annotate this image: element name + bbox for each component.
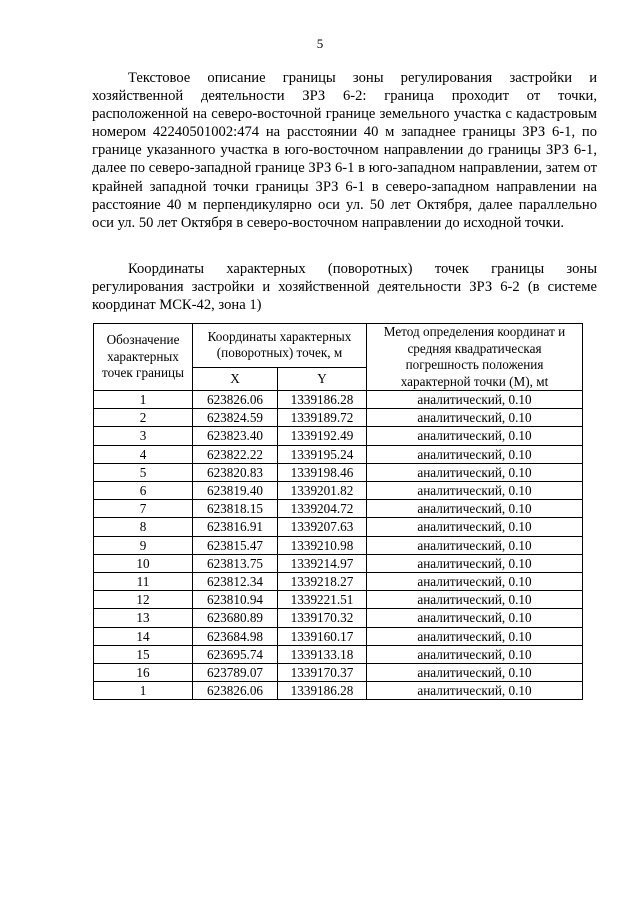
table-row [94,573,583,591]
y-coordinate-cell: 1339214.97 [278,554,367,572]
point-number-cell: 1 [94,391,193,409]
point-number-cell: 3 [94,427,193,445]
y-coordinate-cell: 1339192.49 [278,427,367,445]
x-coordinate-cell: 623810.94 [193,591,278,609]
y-coordinate-cell: 1339170.37 [278,664,367,682]
x-coordinate-cell: 623789.07 [193,664,278,682]
point-number-cell: 15 [94,645,193,663]
coordinates-intro-text: Координаты характерных (поворотных) точек границы зоны регулирования застройки и хозяйственной деятельности ЗРЗ 6-2 (в системе координат МСК-42, зона 1) [92,261,597,314]
y-coordinate-cell: 1339221.51 [278,591,367,609]
method-cell: аналитический, 0.10 [367,500,583,518]
x-coordinate-cell: 623684.98 [193,627,278,645]
point-number-cell: 1 [94,682,193,700]
point-number-cell: 7 [94,500,193,518]
header-coordinates: Координаты характерных (поворотных) точек, м [193,324,367,368]
header-x: X [193,367,278,390]
point-number-cell: 12 [94,591,193,609]
x-coordinate-cell: 623680.89 [193,609,278,627]
y-coordinate-cell: 1339189.72 [278,409,367,427]
method-cell: аналитический, 0.10 [367,518,583,536]
method-cell: аналитический, 0.10 [367,609,583,627]
method-cell: аналитический, 0.10 [367,591,583,609]
x-coordinate-cell: 623813.75 [193,554,278,572]
point-number-cell: 5 [94,463,193,481]
x-coordinate-cell: 623826.06 [193,391,278,409]
method-cell: аналитический, 0.10 [367,536,583,554]
method-cell: аналитический, 0.10 [367,409,583,427]
y-coordinate-cell: 1339133.18 [278,645,367,663]
y-coordinate-cell: 1339207.63 [278,518,367,536]
table-row [94,645,583,663]
table-row [94,409,583,427]
x-coordinate-cell: 623824.59 [193,409,278,427]
point-number-cell: 9 [94,536,193,554]
table-row [94,664,583,682]
method-cell: аналитический, 0.10 [367,554,583,572]
y-coordinate-cell: 1339210.98 [278,536,367,554]
table-row [94,463,583,481]
table-row [94,591,583,609]
y-coordinate-cell: 1339204.72 [278,500,367,518]
y-coordinate-cell: 1339218.27 [278,573,367,591]
table-row [94,391,583,409]
point-number-cell: 6 [94,482,193,500]
x-coordinate-cell: 623815.47 [193,536,278,554]
method-cell: аналитический, 0.10 [367,391,583,409]
table-row [94,627,583,645]
table-row [94,500,583,518]
method-cell: аналитический, 0.10 [367,627,583,645]
point-number-cell: 8 [94,518,193,536]
page-number: 5 [316,36,324,51]
table-row [94,427,583,445]
table-row [94,609,583,627]
method-cell: аналитический, 0.10 [367,573,583,591]
point-number-cell: 14 [94,627,193,645]
x-coordinate-cell: 623823.40 [193,427,278,445]
point-number-cell: 16 [94,664,193,682]
x-coordinate-cell: 623826.06 [193,682,278,700]
x-coordinate-cell: 623819.40 [193,482,278,500]
method-cell: аналитический, 0.10 [367,682,583,700]
table-row [94,554,583,572]
x-coordinate-cell: 623695.74 [193,645,278,663]
x-coordinate-cell: 623822.22 [193,445,278,463]
y-coordinate-cell: 1339170.32 [278,609,367,627]
method-cell: аналитический, 0.10 [367,463,583,481]
coordinates-intro-paragraph [92,260,597,314]
x-coordinate-cell: 623818.15 [193,500,278,518]
table-row [94,682,583,700]
boundary-description-text: Текстовое описание границы зоны регулирования застройки и хозяйственной деятельности ЗРЗ 6-2: граница проходит от точки, расположенной на северо-восточной границе земельного участка с кадастровым номером 42240501002:474 на расстоянии 40 м западнее границы ЗРЗ 6-1, по границе указанного участка в юго-восточном направлении до границы ЗРЗ 6-1, далее по северо-западной границе ЗРЗ 6-1 в юго-западном направлении, затем от крайней западной точки границы ЗРЗ 6-1 в северо-западном направлении на расстояние 40 м перпендикулярно оси ул. 50 лет Октября, далее параллельно оси ул. 50 лет Октября в северо-восточном направлении до исходной точки. [92,70,597,231]
method-cell: аналитический, 0.10 [367,427,583,445]
boundary-description-paragraph [92,69,597,232]
point-number-cell: 4 [94,445,193,463]
y-coordinate-cell: 1339160.17 [278,627,367,645]
point-number-cell: 11 [94,573,193,591]
point-number-cell: 10 [94,554,193,572]
table-row [94,445,583,463]
table-row [94,482,583,500]
method-cell: аналитический, 0.10 [367,645,583,663]
header-method: Метод определения координат и средняя квадратическая погрешность положения характерной точки (М), мt [367,324,583,391]
table-row [94,518,583,536]
method-cell: аналитический, 0.10 [367,664,583,682]
point-number-cell: 2 [94,409,193,427]
coordinates-table [93,323,583,700]
x-coordinate-cell: 623812.34 [193,573,278,591]
header-designation: Обозначение характерных точек границы [94,324,193,391]
point-number-cell: 13 [94,609,193,627]
method-cell: аналитический, 0.10 [367,445,583,463]
x-coordinate-cell: 623816.91 [193,518,278,536]
y-coordinate-cell: 1339201.82 [278,482,367,500]
y-coordinate-cell: 1339186.28 [278,682,367,700]
table-row [94,536,583,554]
y-coordinate-cell: 1339198.46 [278,463,367,481]
table-body [94,391,583,700]
y-coordinate-cell: 1339186.28 [278,391,367,409]
header-y: Y [278,367,367,390]
method-cell: аналитический, 0.10 [367,482,583,500]
y-coordinate-cell: 1339195.24 [278,445,367,463]
x-coordinate-cell: 623820.83 [193,463,278,481]
